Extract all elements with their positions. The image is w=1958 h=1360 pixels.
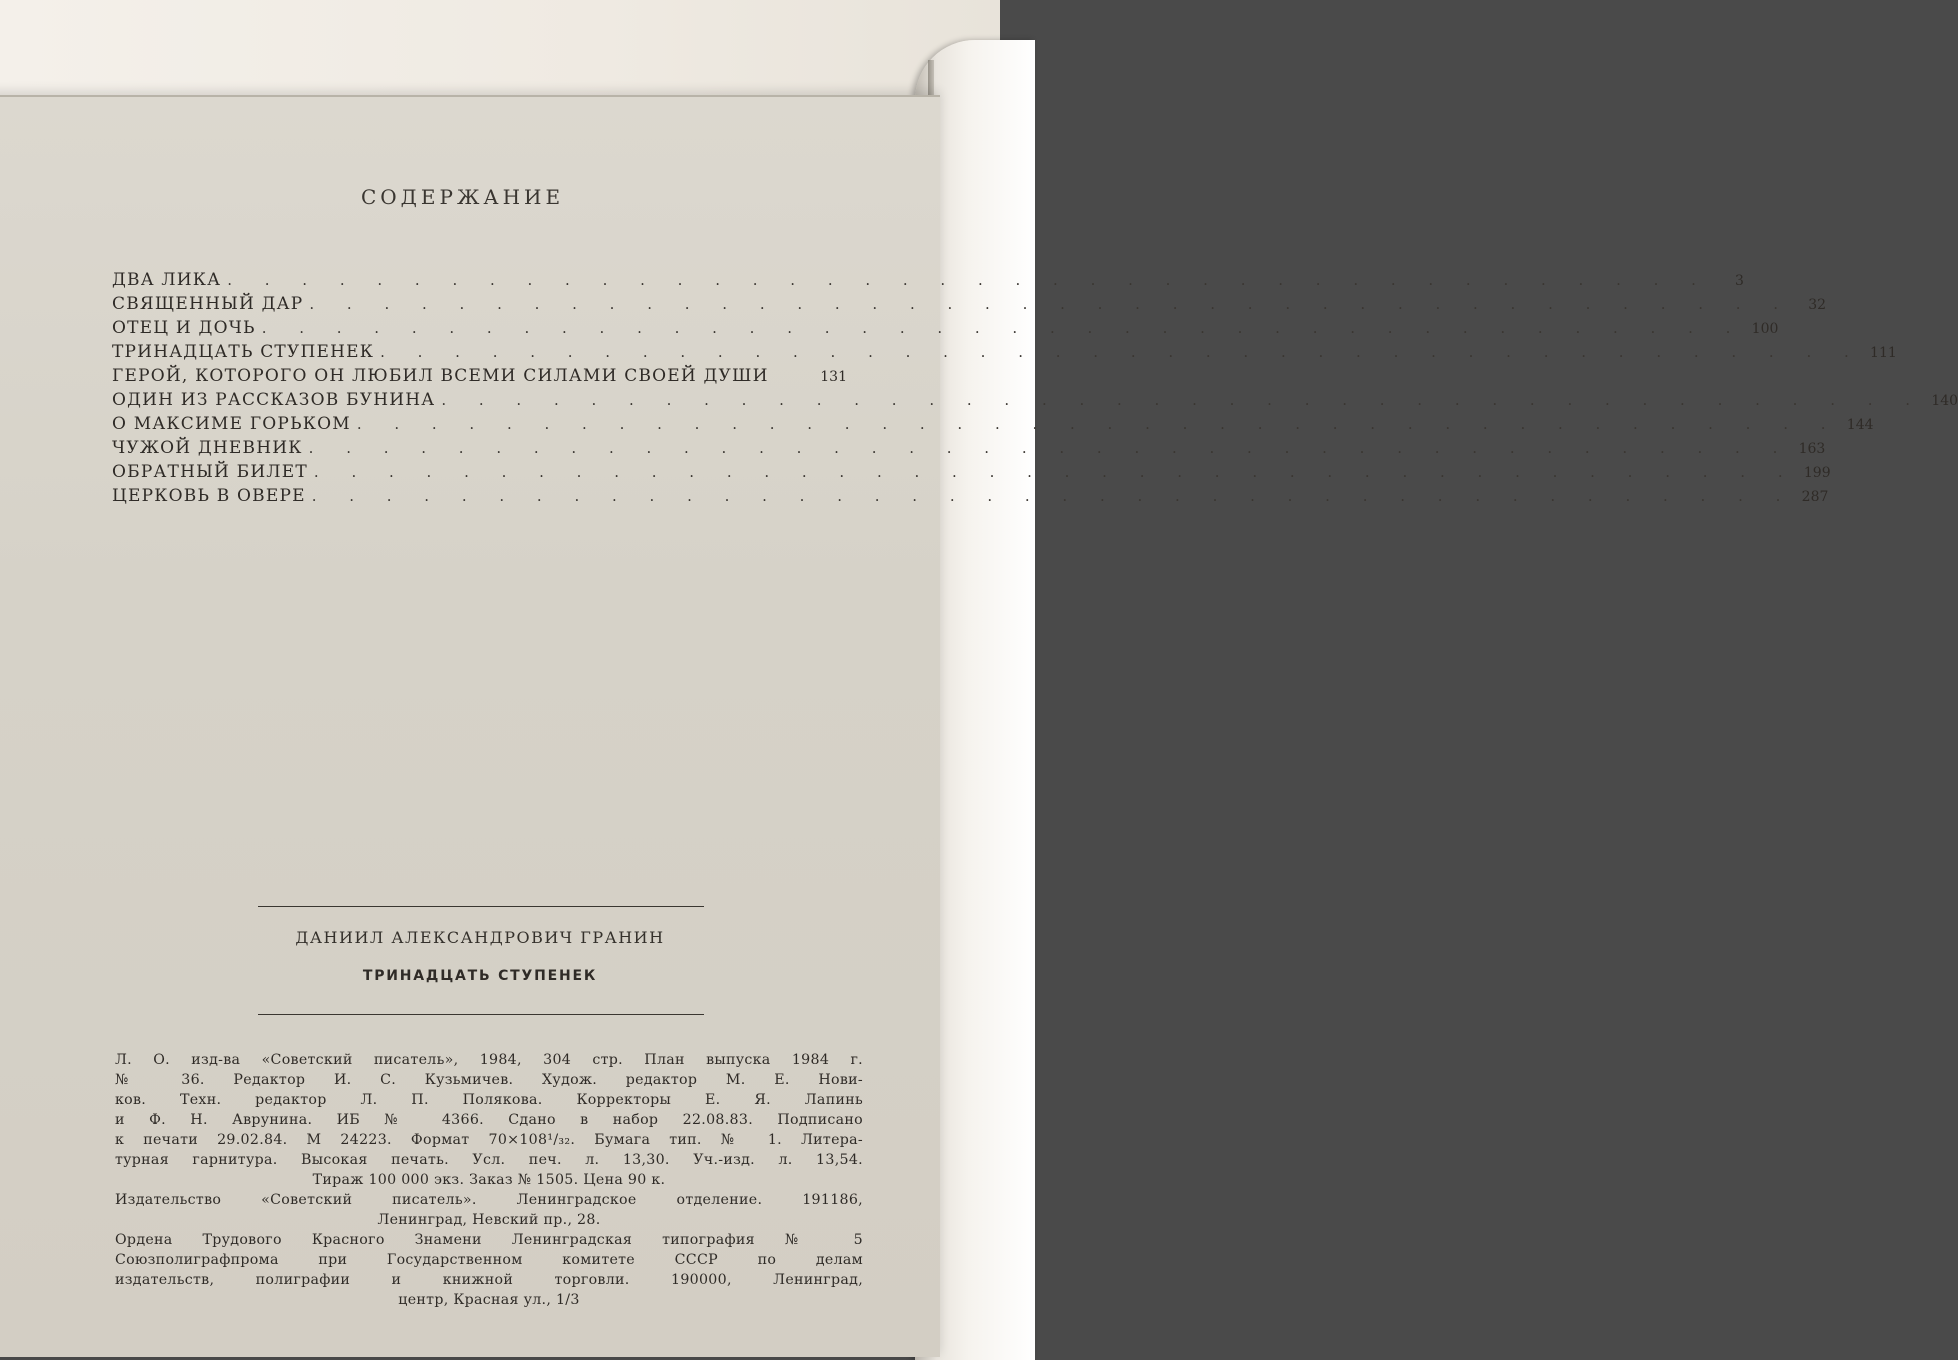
toc-entry [112, 486, 1829, 510]
imprint-line: издательств, полиграфии и книжной торговли. 190000, Ленинград, [115, 1272, 863, 1288]
table-of-contents [112, 270, 1958, 510]
imprint-block [115, 1050, 863, 1310]
toc-entry-page: 3 [1735, 273, 1744, 289]
toc-entry-page: 131 [820, 369, 847, 385]
divider-bottom [258, 1014, 704, 1015]
contents-title: СОДЕРЖАНИЕ [360, 185, 565, 209]
imprint-line: к печати 29.02.84. М 24223. Формат 70×108¹/₃₂. Бумага тип. № 1. Литера- [115, 1132, 863, 1148]
toc-entry-page: 287 [1801, 489, 1829, 505]
toc-leader-dots: . . . . . . . . . . . . . . . . . . . . . . . . . . . . . . . . . . . . . . . . [308, 439, 1792, 457]
toc-entry-page: 140 [1931, 393, 1958, 409]
imprint-line: Л. О. изд-ва «Советский писатель», 1984, 304 стр. План выпуска 1984 г. [115, 1052, 863, 1068]
toc-entry-title: ДВА ЛИКА [112, 270, 222, 290]
toc-entry-page: 100 [1751, 321, 1779, 337]
toc-leader-dots: . . . . . . . . . . . . . . . . . . . . . . . . . . . . . . . . . . . . . . . . [313, 463, 1797, 481]
imprint-line: Издательство «Советский писатель». Ленинградское отделение. 191186, [115, 1192, 863, 1208]
imprint-line: центр, Красная ул., 1/3 [398, 1292, 580, 1308]
imprint-line: Тираж 100 000 экз. Заказ № 1505. Цена 90 к. [312, 1172, 666, 1188]
imprint-line: Ленинград, Невский пр., 28. [377, 1212, 601, 1228]
toc-entry-title: СВЯЩЕННЫЙ ДАР [112, 294, 304, 314]
toc-entry [112, 366, 847, 390]
toc-entry-title: ОДИН ИЗ РАССКАЗОВ БУНИНА [112, 390, 436, 410]
imprint-line: турная гарнитура. Высокая печать. Усл. печ. л. 13,30. Уч.-изд. л. 13,54. [115, 1152, 863, 1168]
toc-leader-dots: . . . . . . . . . . . . . . . . . . . . . . . . . . . . . . . . . . . . . . . . [309, 295, 1793, 313]
author-name: ДАНИИЛ АЛЕКСАНДРОВИЧ ГРАНИН [295, 928, 665, 947]
toc-leader-dots: . . . . . . . . . . . . . . . . . . . . . . . . . . . . . . . . . . . . . . . . [261, 319, 1745, 337]
toc-entry-page: 144 [1846, 417, 1874, 433]
toc-entry [112, 414, 1874, 438]
divider-top [258, 906, 704, 907]
imprint-line: Союзполиграфпрома при Государственном комитете СССР по делам [115, 1252, 863, 1268]
toc-leader-dots: . . . . . . . . . . . . . . . . . . . . . . . . . . . . . . . . . . . . . . . . [311, 487, 1795, 505]
imprint-line: и Ф. Н. Аврунина. ИБ № 4366. Сдано в набор 22.08.83. Подписано [115, 1112, 863, 1128]
toc-entry-page: 32 [1808, 297, 1827, 313]
toc-entry-title: ОТЕЦ И ДОЧЬ [112, 318, 256, 338]
toc-entry [112, 318, 1779, 342]
toc-leader-dots: . . . . . . . . . . . . . . . . . . . . . . . . . . . . . . . . . . . . . . . . [380, 343, 1863, 361]
toc-entry [112, 438, 1826, 462]
toc-entry [112, 462, 1831, 486]
toc-entry-title: ГЕРОЙ, КОТОРОГО ОН ЛЮБИЛ ВСЕМИ СИЛАМИ СВОЕЙ ДУШИ [112, 366, 769, 386]
toc-leader-dots: . . . . . . . . . . . . . . . . . . . . . . . . . . . . . . . . . . . . . . . . [227, 271, 1710, 289]
toc-leader-dots: . . . . . . . . . . . . . . . . . . . . . . . . . . . . . . . . . . . . . . . . [441, 391, 1925, 409]
toc-entry-title: ЧУЖОЙ ДНЕВНИК [112, 438, 303, 458]
toc-entry [112, 342, 1897, 366]
toc-entry [112, 294, 1827, 318]
toc-leader-dots: . . . . . . . . . . . . . . . . . . . . . . . . . . . . . . . . . . . . . . . . [356, 415, 1840, 433]
imprint-line: № 36. Редактор И. С. Кузьмичев. Худож. редактор М. Е. Нови- [115, 1072, 863, 1088]
toc-entry-title: ЦЕРКОВЬ В ОВЕРЕ [112, 486, 306, 506]
book-title: ТРИНАДЦАТЬ СТУПЕНЕК [362, 968, 598, 984]
imprint-line: Ордена Трудового Красного Знамени Ленинградская типография № 5 [115, 1232, 863, 1248]
toc-entry-page: 199 [1803, 465, 1831, 481]
toc-entry [112, 270, 1744, 294]
toc-entry-page: 111 [1870, 345, 1897, 361]
toc-entry-page: 163 [1798, 441, 1826, 457]
toc-entry [112, 390, 1958, 414]
imprint-line: ков. Техн. редактор Л. П. Полякова. Корректоры Е. Я. Лапинь [115, 1092, 863, 1108]
toc-entry-title: О МАКСИМЕ ГОРЬКОМ [112, 414, 351, 434]
toc-entry-title: ТРИНАДЦАТЬ СТУПЕНЕК [112, 342, 375, 362]
toc-entry-title: ОБРАТНЫЙ БИЛЕТ [112, 462, 308, 482]
